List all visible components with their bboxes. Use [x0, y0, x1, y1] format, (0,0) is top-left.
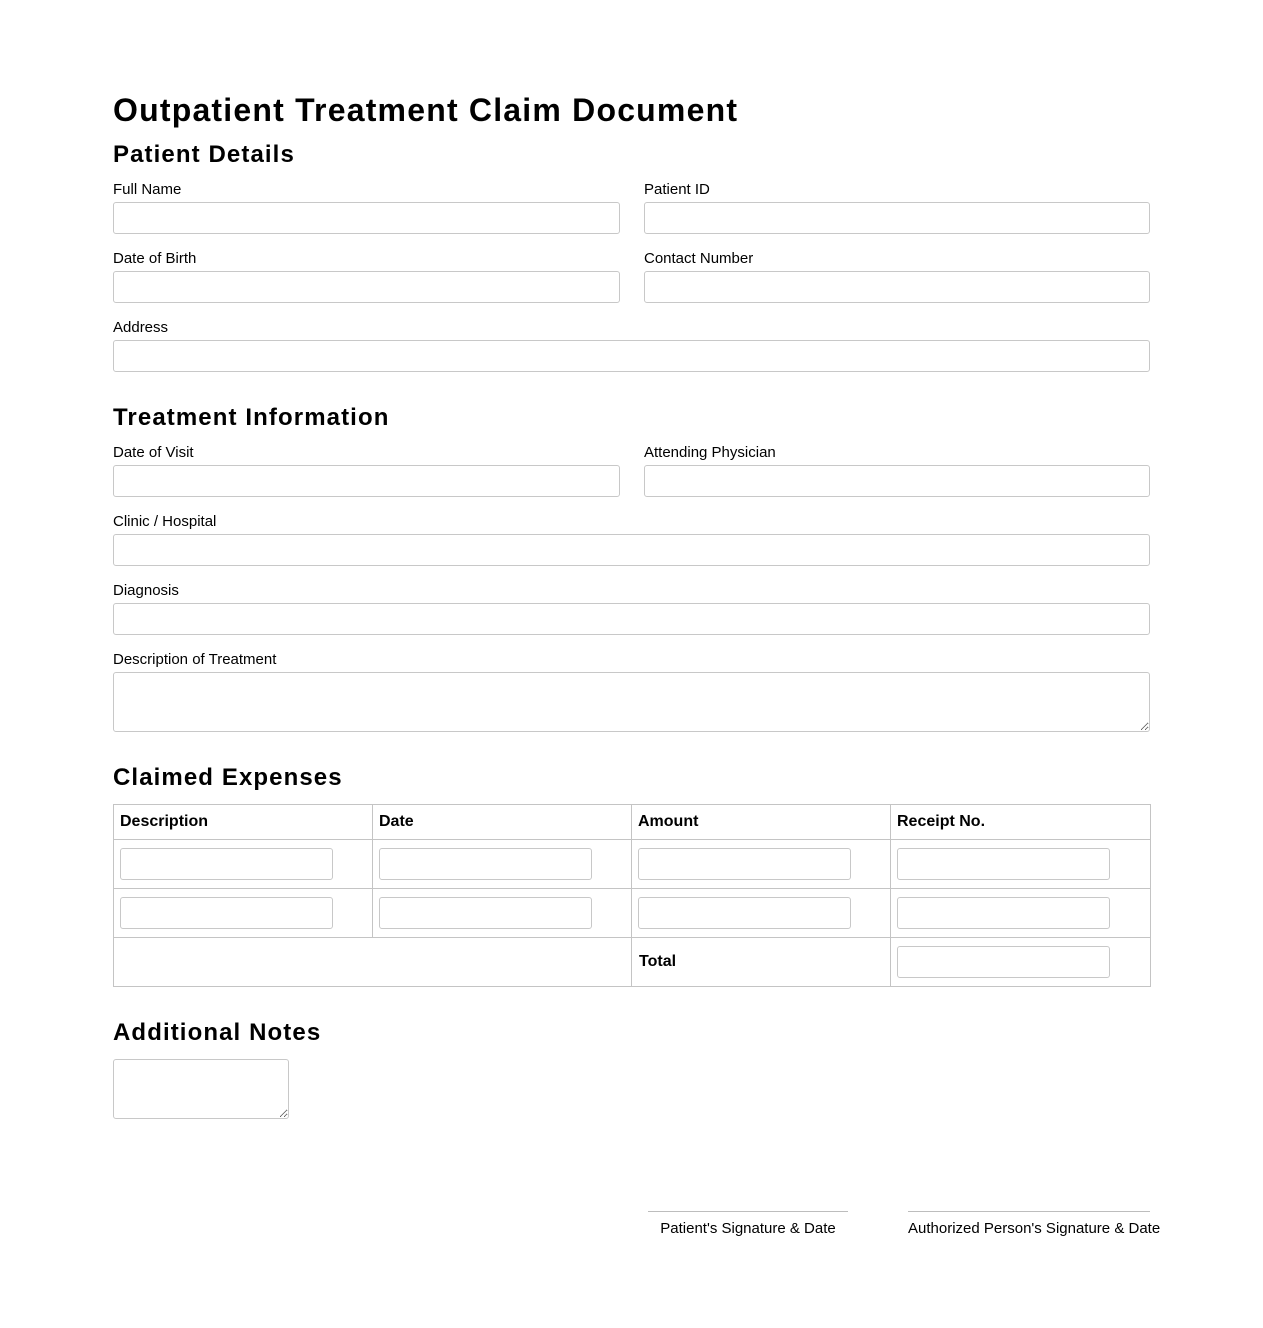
cell-amount	[632, 840, 891, 889]
attending-physician-label: Attending Physician	[644, 444, 776, 461]
expense-description-input[interactable]	[120, 848, 333, 880]
total-input[interactable]	[897, 946, 1110, 978]
diagnosis-label: Diagnosis	[113, 582, 179, 599]
expenses-header-row	[114, 805, 1151, 840]
section-heading-treatment-information: Treatment Information	[113, 404, 390, 431]
expense-receipt-no-input[interactable]	[897, 848, 1110, 880]
date-of-visit-input[interactable]	[113, 465, 620, 497]
section-heading-patient-details: Patient Details	[113, 141, 295, 168]
document-title: Outpatient Treatment Claim Document	[113, 92, 739, 128]
additional-notes-textarea[interactable]	[113, 1059, 289, 1119]
cell-date	[373, 889, 632, 938]
expense-date-input[interactable]	[379, 848, 592, 880]
cell-receipt-no	[891, 840, 1151, 889]
contact-number-label: Contact Number	[644, 250, 754, 267]
cell-amount	[632, 889, 891, 938]
table-row	[114, 889, 1151, 938]
date-of-birth-label: Date of Birth	[113, 250, 197, 267]
date-of-visit-label: Date of Visit	[113, 444, 194, 461]
column-header-description: Description	[114, 805, 373, 840]
expense-date-input[interactable]	[379, 897, 592, 929]
address-label: Address	[113, 319, 169, 336]
cell-description	[114, 840, 373, 889]
section-heading-claimed-expenses: Claimed Expenses	[113, 764, 343, 791]
authorized-signature-line: Authorized Person's Signature & Date	[908, 1211, 1150, 1237]
expense-amount-input[interactable]	[638, 848, 851, 880]
cell-date	[373, 840, 632, 889]
total-spacer-cell	[114, 938, 632, 987]
cell-receipt-no	[891, 889, 1151, 938]
total-row	[114, 938, 1151, 987]
column-header-receipt-no: Receipt No.	[891, 805, 1151, 840]
cell-total	[891, 938, 1151, 987]
column-header-date: Date	[373, 805, 632, 840]
clinic-hospital-label: Clinic / Hospital	[113, 513, 217, 530]
expense-amount-input[interactable]	[638, 897, 851, 929]
full-name-label: Full Name	[113, 181, 182, 198]
description-of-treatment-textarea[interactable]	[113, 672, 1150, 732]
expense-description-input[interactable]	[120, 897, 333, 929]
total-label: Total	[632, 938, 891, 987]
date-of-birth-input[interactable]	[113, 271, 620, 303]
full-name-input[interactable]	[113, 202, 620, 234]
clinic-hospital-input[interactable]	[113, 534, 1150, 566]
address-input[interactable]	[113, 340, 1150, 372]
column-header-amount: Amount	[632, 805, 891, 840]
cell-description	[114, 889, 373, 938]
patient-id-label: Patient ID	[644, 181, 710, 198]
section-heading-additional-notes: Additional Notes	[113, 1019, 322, 1046]
patient-id-input[interactable]	[644, 202, 1150, 234]
expense-receipt-no-input[interactable]	[897, 897, 1110, 929]
contact-number-input[interactable]	[644, 271, 1150, 303]
patient-signature-line: Patient's Signature & Date	[648, 1211, 848, 1237]
diagnosis-input[interactable]	[113, 603, 1150, 635]
attending-physician-input[interactable]	[644, 465, 1150, 497]
expenses-table	[113, 804, 1151, 987]
table-row	[114, 840, 1151, 889]
description-of-treatment-label: Description of Treatment	[113, 651, 277, 668]
